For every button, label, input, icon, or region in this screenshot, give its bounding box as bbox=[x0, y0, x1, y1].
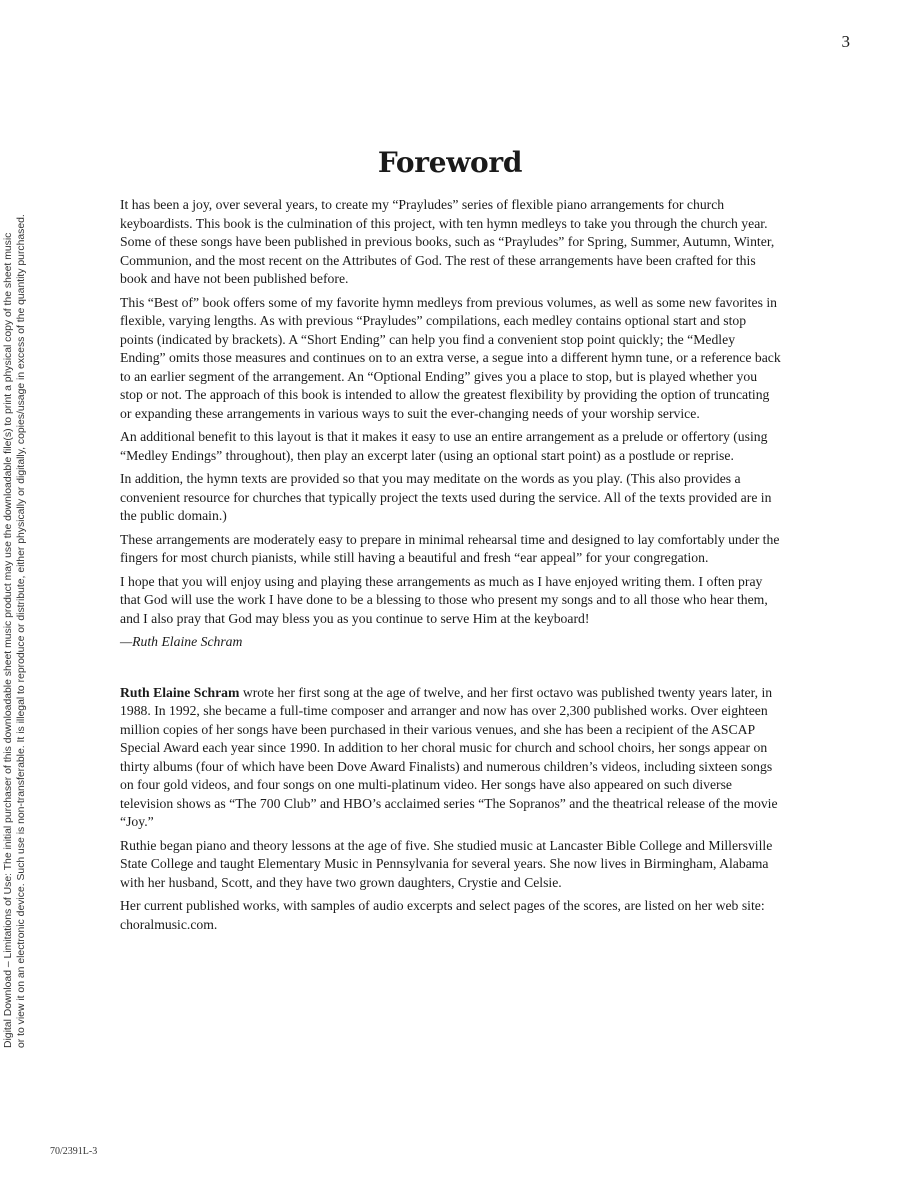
page-number: 3 bbox=[841, 32, 850, 51]
page-title: Foreword bbox=[377, 146, 523, 179]
bio-paragraph: Her current published works, with samples of audio excerpts and select pages of the scores, are listed on her web site: choralmusic.com. bbox=[120, 898, 765, 932]
foreword-paragraph: I hope that you will enjoy using and playing these arrangements as much as I have enjoyed writing them. I often pray that God will use the work I have done to be a blessing to those who present my songs and to all those who hear them, and I also pray that God may bless you as you continue to serve Him at the keyboard! bbox=[120, 573, 768, 626]
bio-paragraph-text: wrote her first song at the age of twelve, and her first octavo was published twenty years later, in 1988. In 1992, she became a full-time composer and arranger and now has over 2,300 published works. Over eighteen million copies of her songs have been purchased in their various venues, and she has been a recipient of the ASCAP Special Award each year since 1990. In addition to her choral music for church and school choirs, her songs appear on thirty albums (four of which have been Dove Award Finalists) and numerous children’s videos, including sixteen songs on four gold videos, and four songs on one multi-platinum video. Her songs have also appeared on such diverse television shows as “The 700 Club” and HBO’s acclaimed series “The Sopranos” and the theatrical release of the movie “Joy.” bbox=[120, 684, 778, 829]
foreword-paragraph: An additional benefit to this layout is that it makes it easy to use an entire arrangement as a prelude or offertory (using “Medley Endings” throughout), then play an excerpt later (using an optional start point) as a postlude or reprise. bbox=[120, 429, 768, 463]
bio-paragraph bbox=[120, 684, 782, 832]
foreword-signature: —Ruth Elaine Schram bbox=[120, 634, 243, 649]
notice-line-1: Digital Download – Limitations of Use: The initial purchaser of this downloadable sheet music product may use the downloadable file(s) to print a physical copy of the sheet music bbox=[3, 232, 14, 1048]
notice-line-2: or to view it on an electronic device. Such use is non-transferable. It is illegal to reproduce or distribute, either physically or digitally, copies/usage in excess of the quantity purchased. bbox=[16, 214, 27, 1048]
bio-paragraph: Ruthie began piano and theory lessons at the age of five. She studied music at Lancaster Bible College and Millersville State College and taught Elementary Music in Pennsylvania for several years. She now lives in Birmingham, Alabama with her husband, Scott, and they have two grown daughters, Crystie and Celsie. bbox=[120, 837, 773, 890]
document-body bbox=[120, 196, 782, 939]
author-bio-section bbox=[120, 684, 782, 935]
foreword-paragraph: This “Best of” book offers some of my favorite hymn medleys from previous volumes, as well as some new favorites in flexible, varying lengths. As with previous “Prayludes” compilations, each medley contains optional start and stop points (indicated by brackets). A “Short Ending” can help you find a convenient stop point quickly; the “Medley Ending” omits those measures and continues on to an extra verse, a segue into a different hymn tune, or a reference back to an earlier segment of the arrangement. An “Optional Ending” gives you a place to stop, but is played whether you stop or not. The approach of this book is intended to allow the greatest flexibility by providing the option of truncating or expanding these arrangements in various ways to suit the ever-changing needs of your worship service. bbox=[120, 294, 781, 421]
foreword-paragraph: It has been a joy, over several years, to create my “Prayludes” series of flexible piano arrangements for church keyboardists. This book is the culmination of this project, with ten hymn medleys to take you through the church year. Some of these songs have been published in previous books, such as “Prayludes” for Spring, Summer, Autumn, Winter, Communion, and the most recent on the Attributes of God. The rest of these arrangements have been crafted for this book and have not been published before. bbox=[120, 197, 775, 286]
foreword-paragraph: In addition, the hymn texts are provided so that you may meditate on the words as you play. (This also provides a convenient resource for churches that typically project the texts used during the service. All of the texts provided are in the public domain.) bbox=[120, 471, 772, 523]
author-name: Ruth Elaine Schram bbox=[120, 684, 240, 700]
foreword-section bbox=[120, 196, 782, 652]
foreword-paragraph: These arrangements are moderately easy to prepare in minimal rehearsal time and designed to lay comfortably under the fingers for most church pianists, while still having a beautiful and fresh “ear appeal” for your congregation. bbox=[120, 531, 780, 565]
catalog-number: 70/2391L-3 bbox=[50, 1146, 98, 1157]
download-usage-notice bbox=[2, 148, 28, 1048]
